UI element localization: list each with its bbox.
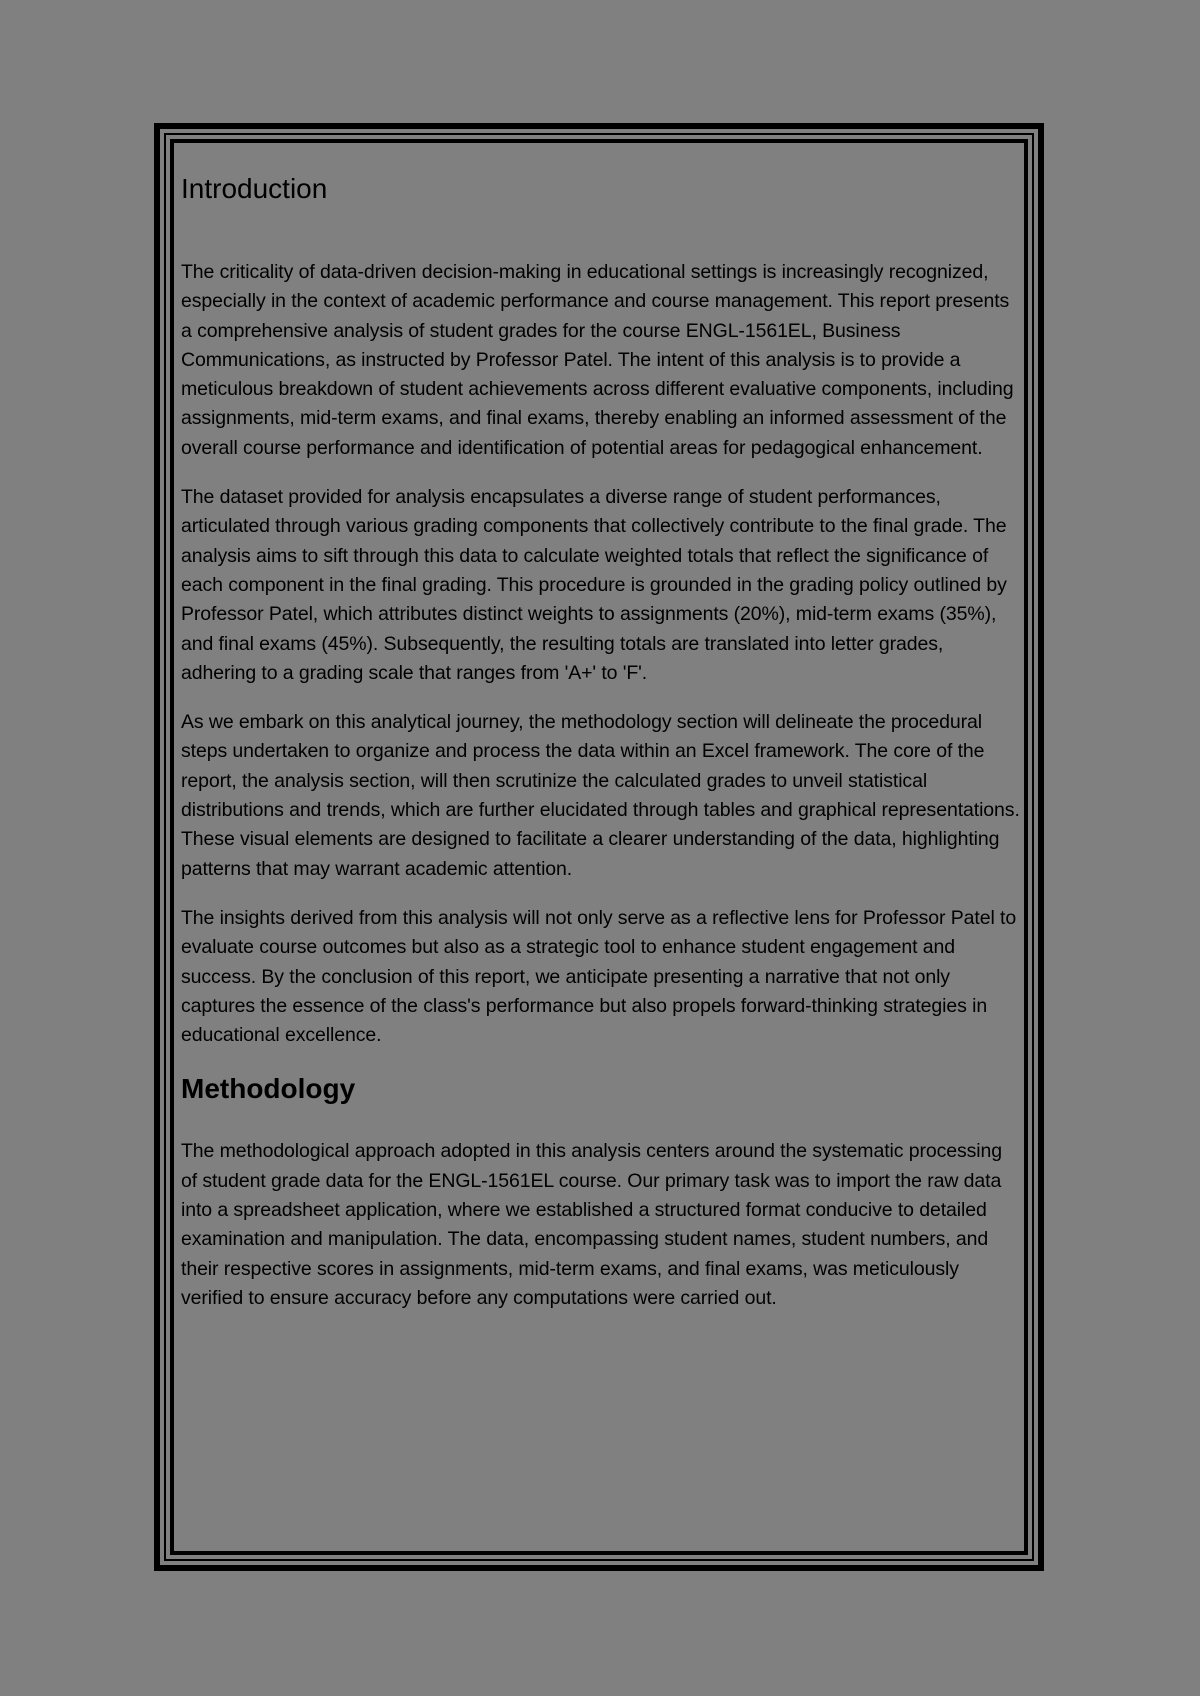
paragraph: The insights derived from this analysis will not only serve as a reflective lens for Professor Patel to evaluate course outcomes but also as a strategic tool to enhance student engagement and success. By the conclusion of this report, we anticipate presenting a narrative that not only captures the essence of the class's performance but also propels forward-thinking strategies in educational excellence. xyxy=(181,906,1017,1047)
document-body xyxy=(181,170,1021,1333)
section-heading-introduction: Introduction xyxy=(181,173,328,204)
paragraph: The dataset provided for analysis encapsulates a diverse range of student performances, articulated through various grading components that collectively contribute to the final grade. The analysis aims to sift through this data to calculate weighted totals that reflect the significance of each component in the final grading. This procedure is grounded in the grading policy outlined by Professor Patel, which attributes distinct weights to assignments (20%), mid-term exams (35%), and final exams (45%). Subsequently, the resulting totals are translated into letter grades, adhering to a grading scale that ranges from 'A+' to 'F'. xyxy=(181,486,1007,684)
paragraph: The methodological approach adopted in this analysis centers around the systematic processing of student grade data for the ENGL-1561EL course. Our primary task was to import the raw data into a spreadsheet application, where we established a structured format conducive to detailed examination and manipulation. The data, encompassing student names, student numbers, and their respective scores in assignments, mid-term exams, and final exams, was meticulously verified to ensure accuracy before any computations were carried out. xyxy=(181,1140,1003,1309)
section-heading-methodology: Methodology xyxy=(181,1073,356,1105)
paragraph: The criticality of data-driven decision-making in educational settings is increasingly recognized, especially in the context of academic performance and course management. This report presents a comprehensive analysis of student grades for the course ENGL-1561EL, Business Communications, as instructed by Professor Patel. The intent of this analysis is to provide a meticulous breakdown of student achievements across different evaluative components, including assignments, mid-term exams, and final exams, thereby enabling an informed assessment of the overall course performance and identification of potential areas for pedagogical enhancement. xyxy=(181,261,1014,459)
paragraph: As we embark on this analytical journey, the methodology section will delineate the procedural steps undertaken to organize and process the data within an Excel framework. The core of the report, the analysis section, will then scrutinize the calculated grades to unveil statistical distributions and trends, which are further elucidated through tables and graphical representations. These visual elements are designed to facilitate a clearer understanding of the data, highlighting patterns that may warrant academic attention. xyxy=(181,711,1020,880)
